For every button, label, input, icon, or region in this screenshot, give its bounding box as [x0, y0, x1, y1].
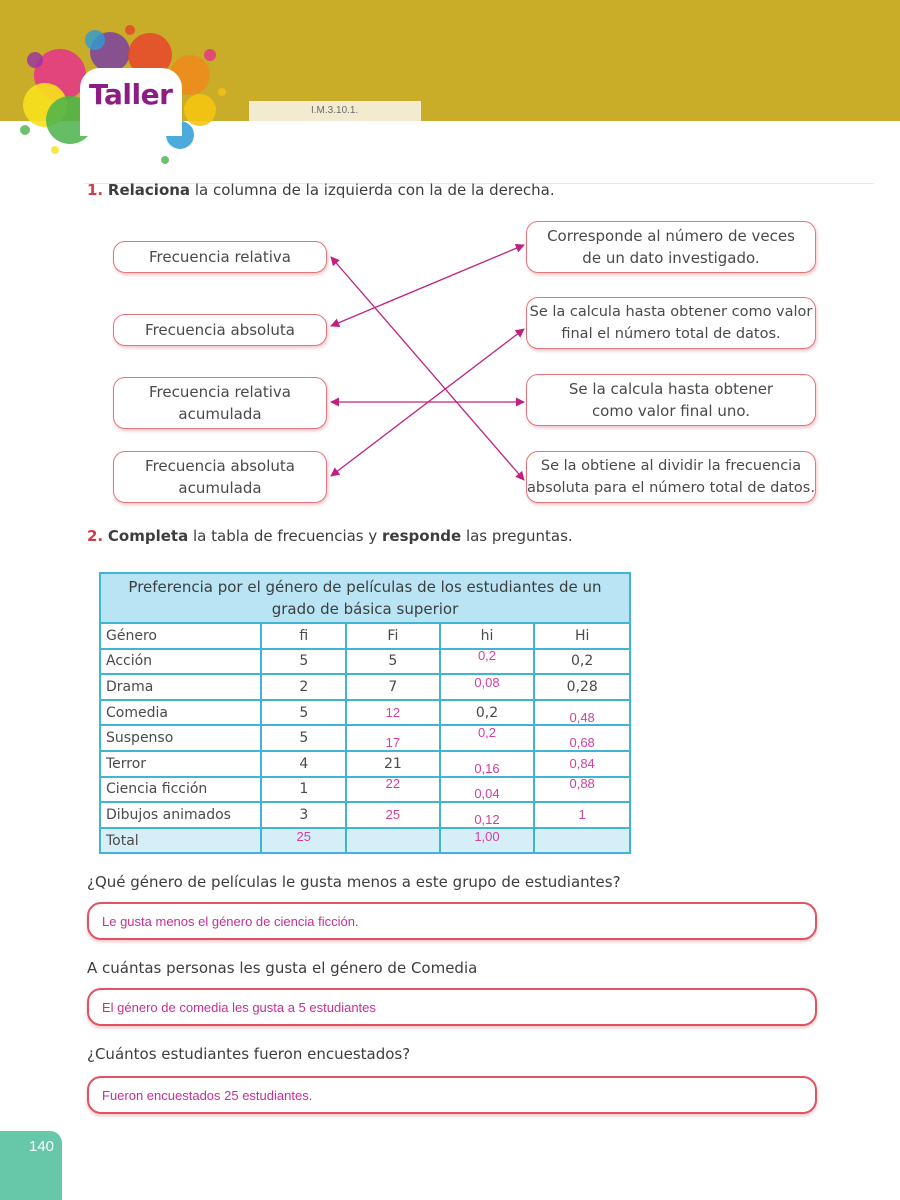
cell-Hi [534, 700, 630, 726]
right-item-1 [526, 221, 816, 273]
exercise-1-verb: Relaciona [107, 181, 191, 199]
left-item-1 [113, 241, 327, 273]
curriculum-code: I.M.3.10.1. [249, 101, 421, 121]
table-row [100, 700, 630, 726]
right-item-1-line1: Corresponde al número de veces [547, 227, 795, 245]
left-item-2-line1: Frecuencia absoluta [145, 321, 295, 339]
cell-hi [440, 674, 535, 700]
exercise-2-instruction: las preguntas. [461, 527, 573, 545]
right-item-3-line1: Se la calcula hasta obtener [568, 380, 774, 398]
left-item-3 [113, 377, 327, 429]
table-row [100, 674, 630, 700]
right-item-4-line1: Se la obtiene al dividir la frecuencia [540, 458, 802, 474]
exercise-2-mid: la tabla de frecuencias y [188, 527, 383, 545]
cell-hi: 0,2 [440, 700, 535, 726]
table-row [100, 777, 630, 803]
cell-total-fi [261, 828, 346, 854]
handwritten-answer: 17 [385, 735, 401, 751]
table-total-row [100, 828, 630, 854]
left-item-3-line1: Frecuencia relativa [148, 383, 291, 401]
right-item-1-line2: de un dato investigado. [582, 249, 760, 267]
exercise-1-heading [87, 181, 555, 199]
cell-hi [440, 802, 535, 828]
match-arrow-4 [331, 329, 524, 476]
table-row [100, 649, 630, 675]
cell-Hi [534, 777, 630, 803]
header-fi: fi [261, 623, 346, 649]
cell-fi: 2 [261, 674, 346, 700]
cell-Fi [346, 700, 440, 726]
cell-total-label: Total [100, 828, 261, 854]
cell-fi: 5 [261, 700, 346, 726]
cell-Hi: 0,2 [534, 649, 630, 675]
cell-genre: Acción [100, 649, 261, 675]
cell-total-hi [440, 828, 535, 854]
table-row [100, 751, 630, 777]
answer-field-1[interactable]: Le gusta menos el género de ciencia ficción. [87, 902, 817, 940]
cell-hi [440, 725, 535, 751]
handwritten-answer: 12 [385, 704, 401, 720]
cell-Fi [346, 725, 440, 751]
right-item-4-line2: absoluta para el número total de datos. [527, 480, 815, 496]
cell-Fi: 5 [346, 649, 440, 675]
left-item-4-line1: Frecuencia absoluta [145, 457, 295, 475]
right-item-2 [526, 297, 816, 349]
cell-fi: 5 [261, 649, 346, 675]
left-item-4-line2: acumulada [178, 479, 262, 497]
cell-genre: Drama [100, 674, 261, 700]
cell-fi: 4 [261, 751, 346, 777]
exercise-2-number: 2. [87, 527, 104, 545]
right-item-3 [526, 374, 816, 426]
answer-field-3[interactable]: Fueron encuestados 25 estudiantes. [87, 1076, 817, 1114]
cell-hi [440, 649, 535, 675]
page-number: 140 [29, 1138, 55, 1155]
cell-genre: Dibujos animados [100, 802, 261, 828]
handwritten-answer: 0,04 [474, 786, 500, 802]
cell-total-Fi [346, 828, 440, 854]
cell-total-Hi [534, 828, 630, 854]
exercise-2-heading [87, 527, 573, 545]
cell-Hi [534, 725, 630, 751]
cell-Fi [346, 802, 440, 828]
exercise-2-verb-2: responde [382, 527, 462, 545]
cell-fi: 5 [261, 725, 346, 751]
handwritten-answer: 0,2 [477, 648, 497, 664]
cell-genre: Ciencia ficción [100, 777, 261, 803]
table-row [100, 802, 630, 828]
table-row [100, 725, 630, 751]
match-arrow-1 [331, 257, 524, 480]
question-3: ¿Cuántos estudiantes fueron encuestados? [87, 1045, 411, 1063]
handwritten-answer: 0,2 [477, 725, 497, 741]
handwritten-answer: 0,48 [569, 709, 595, 725]
cell-genre: Suspenso [100, 725, 261, 751]
cell-hi [440, 751, 535, 777]
cell-Fi: 21 [346, 751, 440, 777]
frequency-table [99, 572, 631, 854]
exercise-2-verb-1: Completa [107, 527, 189, 545]
cell-Hi [534, 802, 630, 828]
handwritten-answer: 0,12 [474, 811, 500, 827]
cell-Fi: 7 [346, 674, 440, 700]
header-Fi: Fi [346, 623, 440, 649]
exercise-1-number: 1. [87, 181, 104, 199]
right-item-2-line2: final el número total de datos. [561, 326, 781, 342]
handwritten-answer: 1 [578, 806, 586, 822]
exercise-1-instruction: la columna de la izquierda con la de la derecha. [190, 181, 555, 199]
cell-Hi [534, 751, 630, 777]
handwritten-answer: 0,08 [474, 674, 500, 690]
handwritten-answer: 1,00 [474, 828, 500, 844]
handwritten-answer: 22 [385, 776, 401, 792]
question-2: A cuántas personas les gusta el género de Comedia [87, 959, 478, 977]
left-item-1-line1: Frecuencia relativa [148, 248, 291, 266]
left-item-2 [113, 314, 327, 346]
header-Hi: Hi [534, 623, 630, 649]
cell-Hi: 0,28 [534, 674, 630, 700]
cell-fi: 3 [261, 802, 346, 828]
left-item-3-line2: acumulada [178, 405, 262, 423]
handwritten-answer: 0,88 [569, 776, 595, 792]
match-arrow-2 [331, 245, 524, 326]
table-header-row [100, 623, 630, 649]
cell-hi [440, 777, 535, 803]
handwritten-answer: 25 [296, 828, 312, 844]
answer-field-2[interactable]: El género de comedia les gusta a 5 estudiantes [87, 988, 817, 1026]
handwritten-answer: 25 [385, 806, 401, 822]
cell-genre: Terror [100, 751, 261, 777]
table-caption: Preferencia por el género de películas de los estudiantes de un grado de básica superior [100, 573, 630, 623]
question-1: ¿Qué género de películas le gusta menos a este grupo de estudiantes? [87, 873, 621, 891]
left-item-4 [113, 451, 327, 503]
header-genero: Género [100, 623, 261, 649]
cell-fi: 1 [261, 777, 346, 803]
right-item-2-line1: Se la calcula hasta obtener como valor [529, 304, 813, 320]
page-title: Taller [89, 78, 173, 111]
handwritten-answer: 0,16 [474, 760, 500, 776]
right-item-4 [526, 451, 816, 503]
right-item-3-line2: como valor final uno. [591, 402, 751, 420]
cell-genre: Comedia [100, 700, 261, 726]
handwritten-answer: 0,68 [569, 735, 595, 751]
handwritten-answer: 0,84 [569, 755, 595, 771]
header-hi: hi [440, 623, 535, 649]
cell-Fi [346, 777, 440, 803]
